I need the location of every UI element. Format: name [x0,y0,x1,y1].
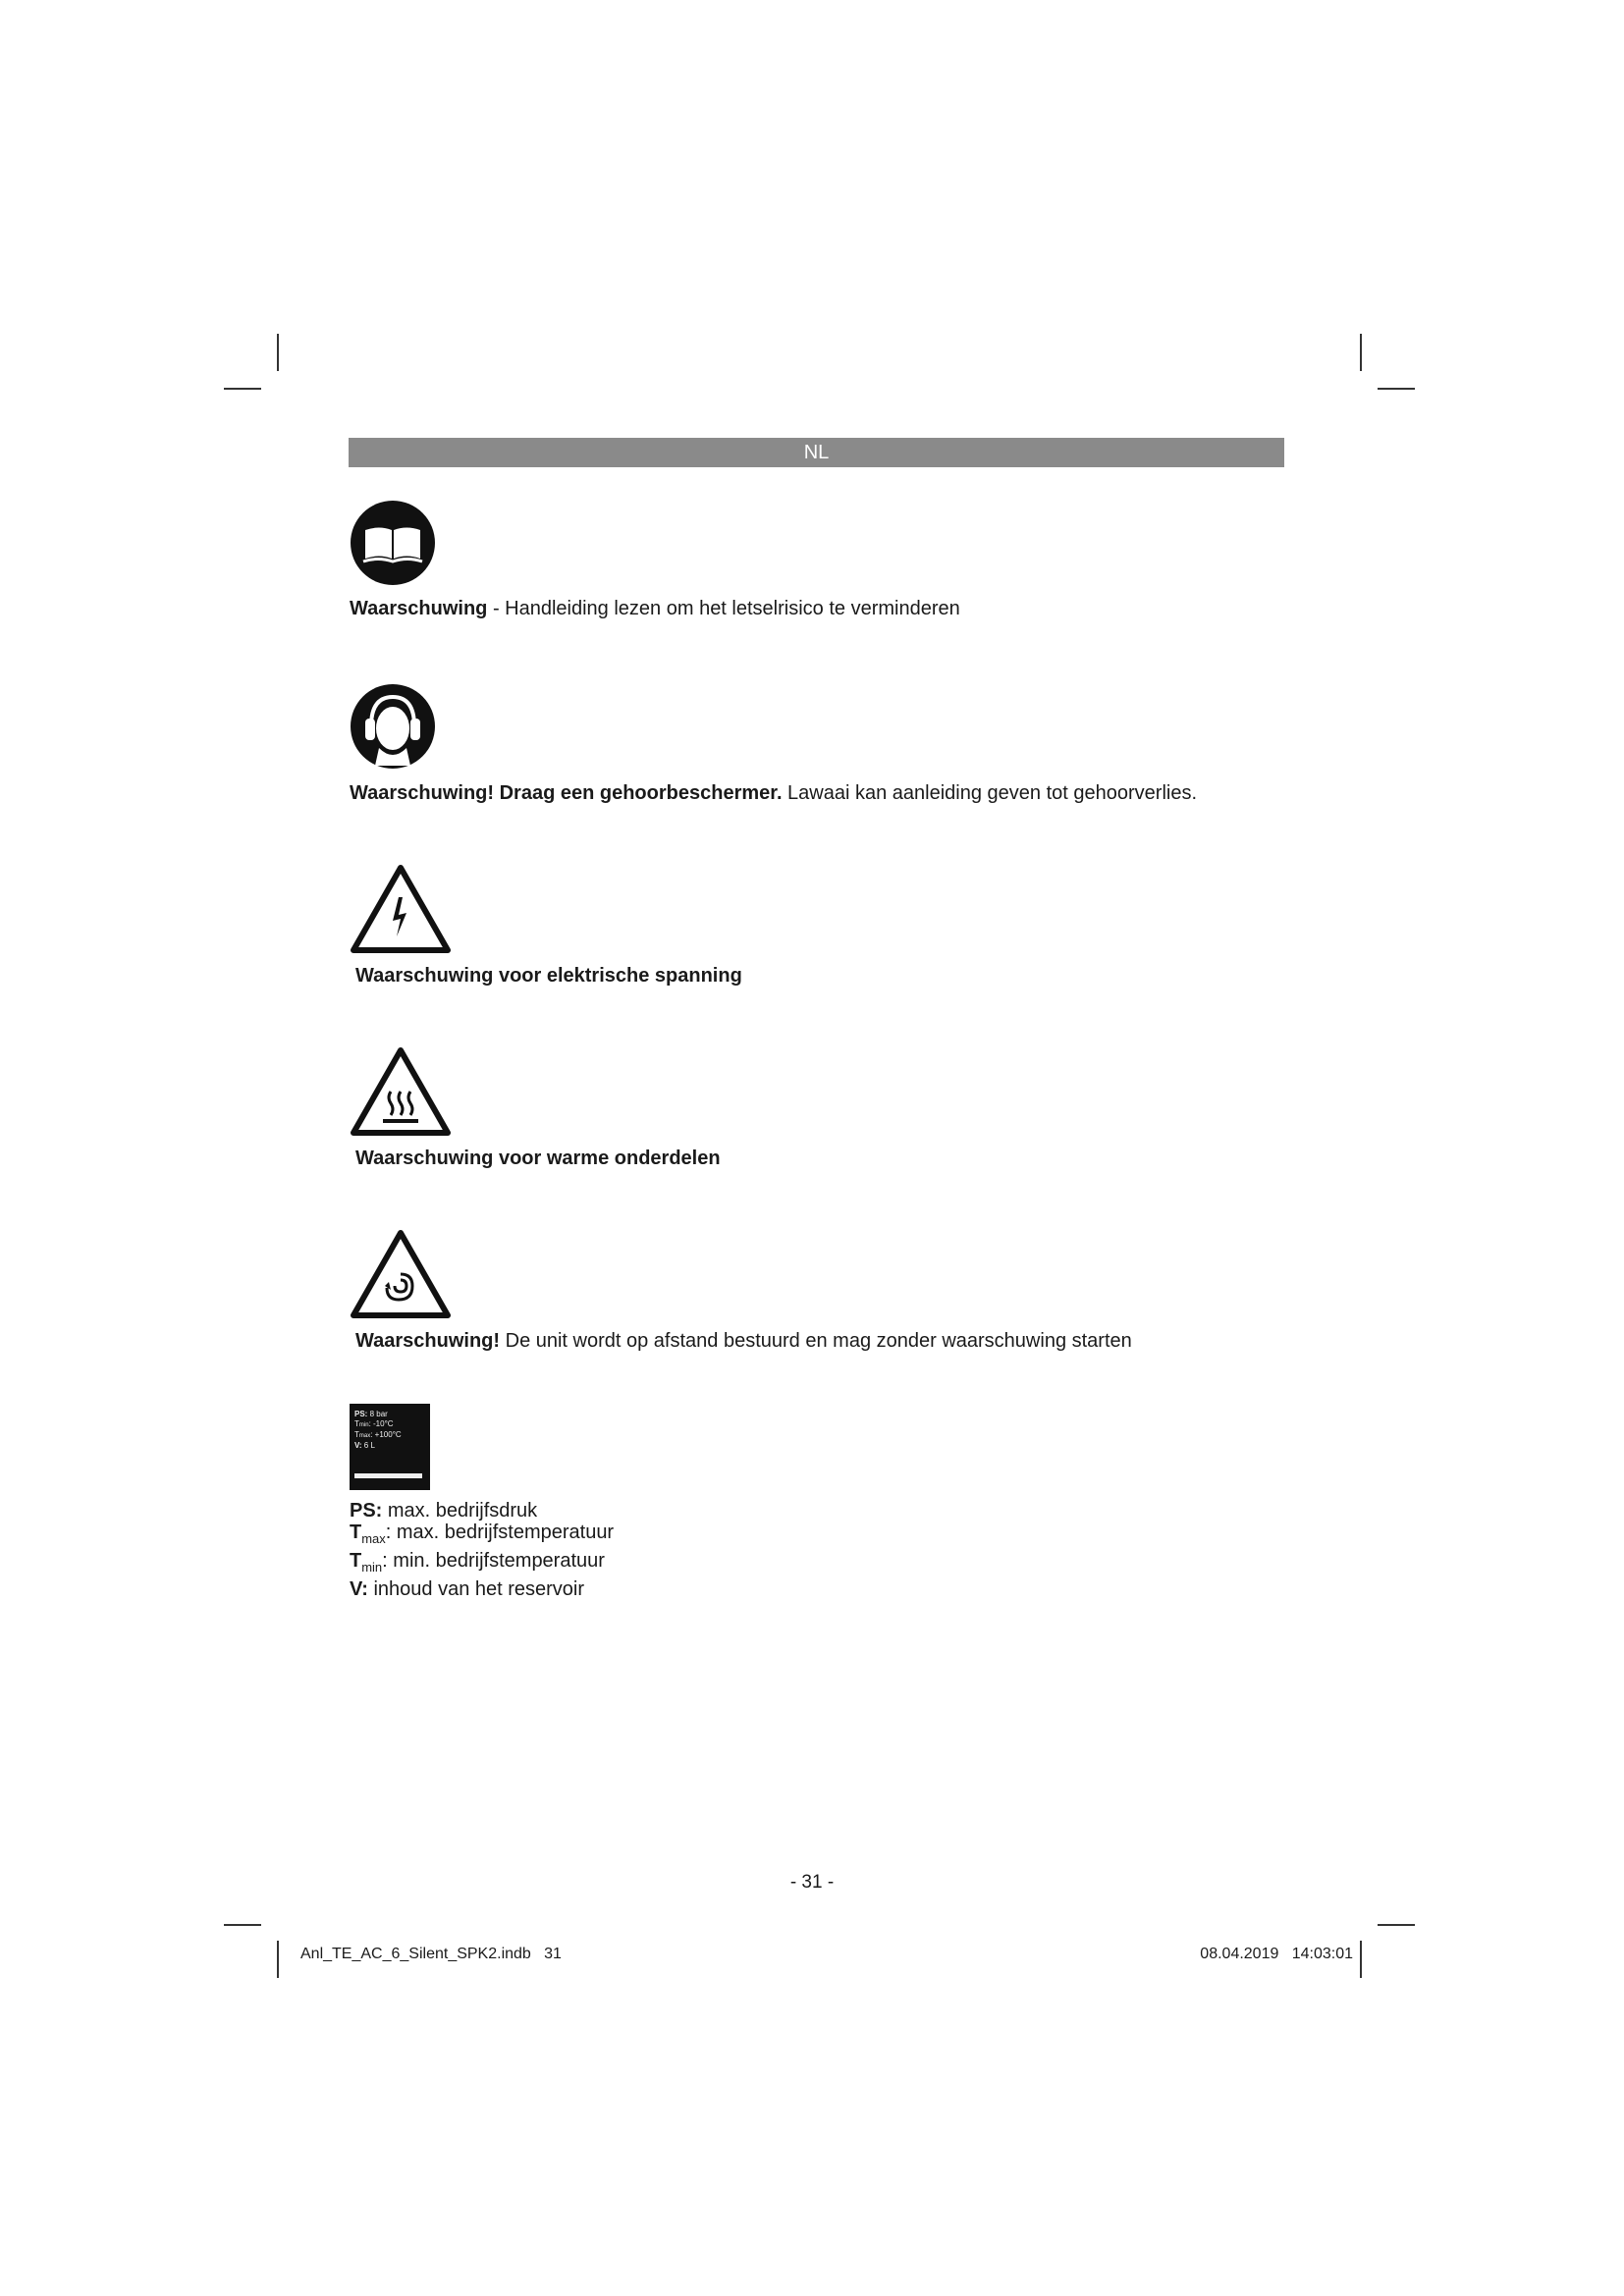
crop-mark [277,1941,279,1978]
legend-tmax: $T_{max}$: max. bedrijfstemperatuur [350,1522,615,1546]
page-number: - 31 - [789,1872,835,1893]
crop-mark [1360,1941,1362,1978]
electric-voltage-icon [350,864,452,954]
legend-volume: V: inhoud van het reservoir [350,1578,585,1600]
plate-tmax: Tmax: +100°C [354,1430,402,1439]
book-icon [350,500,436,586]
file-name: Anl_TE_AC_6_Silent_SPK2.indb 31 [300,1946,562,1962]
crop-mark [277,334,279,371]
language-header: NL [349,438,1284,467]
warning-caption-autostart: Waarschuwing! De unit wordt op afstand bestuurd en mag zonder waarschuwing starten [355,1330,1132,1352]
crop-mark [224,388,261,390]
plate-tmin: Tmin: -10°C [354,1419,394,1428]
warning-caption-hot: Waarschuwing voor warme onderdelen [355,1148,721,1169]
ear-protection-icon [350,683,436,770]
legend-ps: PS: max. bedrijfsdruk [350,1500,538,1522]
legend-tmin: $T_{min}$: min. bedrijfstemperatuur [350,1550,605,1575]
rating-plate [350,1404,430,1490]
warning-caption-hearing: Waarschuwing! Draag een gehoorbeschermer. Lawaai kan aanleiding geven tot gehoorverlies. [350,782,1198,804]
warning-caption-voltage: Waarschuwing voor elektrische spanning [355,965,742,987]
plate-ps: PS: 8 bar [354,1410,388,1418]
hot-surface-icon [350,1046,452,1137]
print-timestamp: 08.04.2019 14:03:01 [1200,1946,1353,1962]
crop-mark [1360,334,1362,371]
crop-mark [1378,388,1415,390]
warning-caption-manual: Waarschuwing - Handleiding lezen om het letselrisico te verminderen [350,598,960,619]
rating-legend [350,1500,614,1600]
plate-volume: V: 6 L [354,1441,375,1450]
plate-bar [354,1473,422,1478]
crop-mark [1378,1924,1415,1926]
crop-mark [224,1924,261,1926]
automatic-start-icon [350,1229,452,1319]
